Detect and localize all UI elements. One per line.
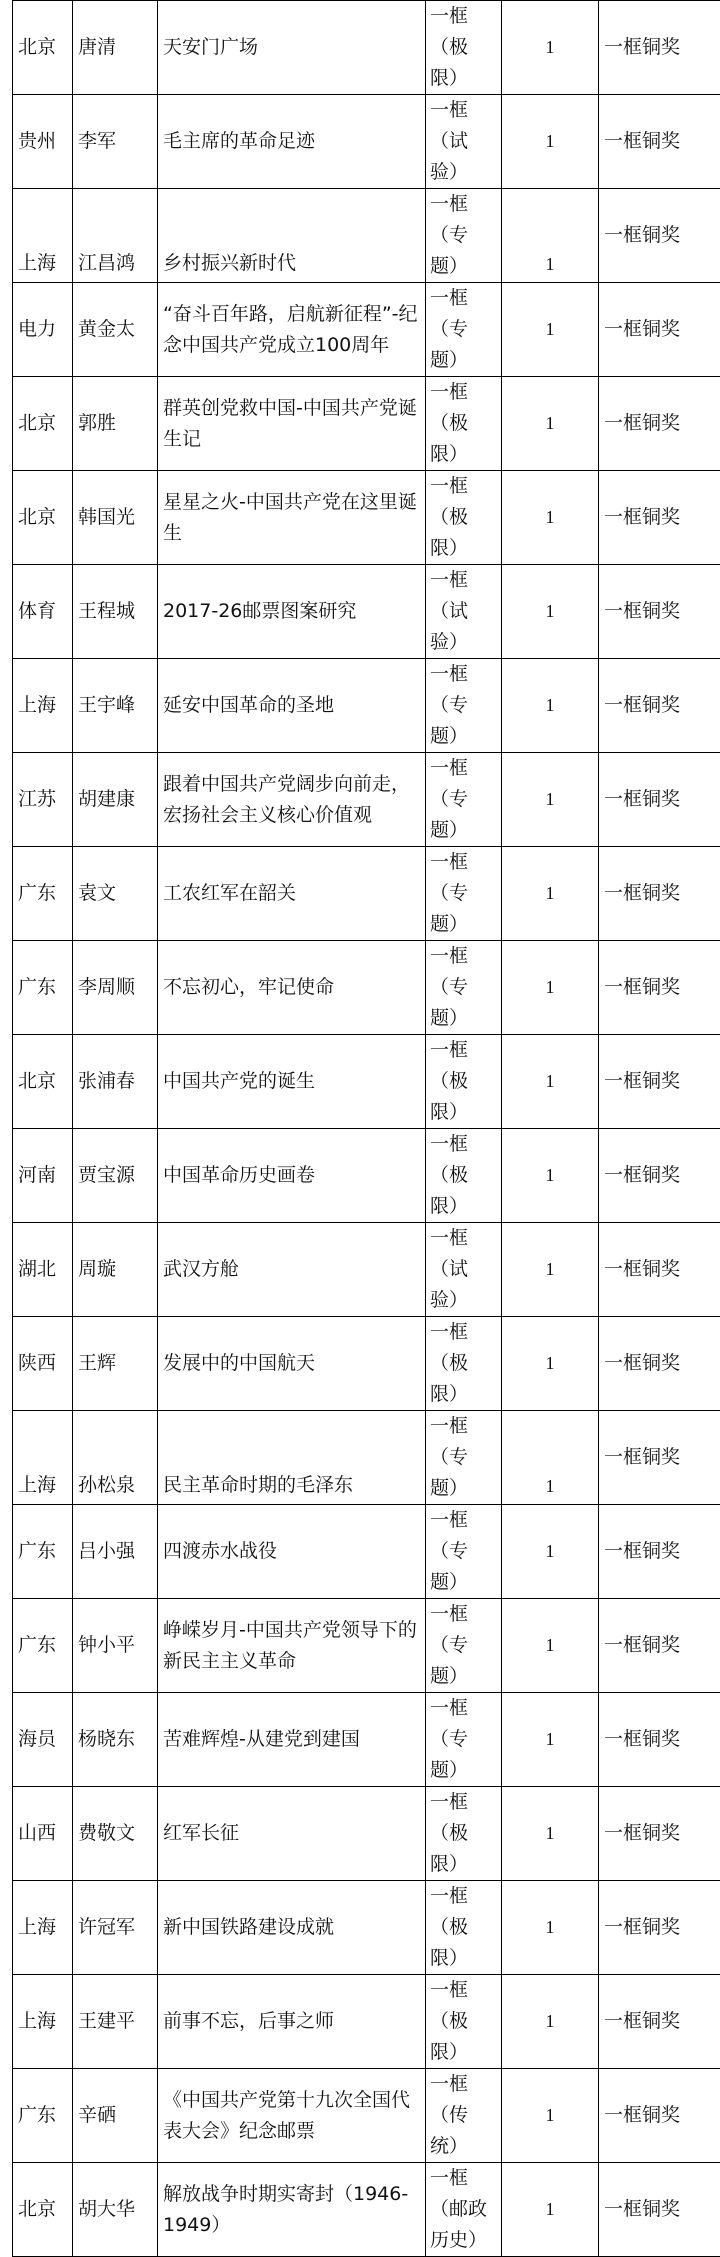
name-cell: 郭胜 xyxy=(73,377,158,471)
region-cell: 湖北 xyxy=(13,1223,73,1317)
frames-cell: 1 xyxy=(502,1599,599,1693)
name-cell: 辛硒 xyxy=(73,2069,158,2163)
region-cell: 上海 xyxy=(13,659,73,753)
title-cell: 四渡赤水战役 xyxy=(158,1505,426,1599)
award-cell: 一框铜奖 xyxy=(599,1787,720,1881)
name-cell: 张浦春 xyxy=(73,1035,158,1129)
name-cell: 周璇 xyxy=(73,1223,158,1317)
award-cell: 一框铜奖 xyxy=(599,1223,720,1317)
region-cell: 上海 xyxy=(13,189,73,283)
table-row xyxy=(13,2163,720,2257)
category-cell: 一框（试验） xyxy=(426,565,502,659)
category-cell: 一框（专题） xyxy=(426,659,502,753)
table-row xyxy=(13,283,720,377)
award-cell: 一框铜奖 xyxy=(599,1,720,95)
frames-cell: 1 xyxy=(502,2163,599,2257)
title-cell: 跟着中国共产党阔步向前走，宏扬社会主义核心价值观 xyxy=(158,753,426,847)
name-cell: 胡建康 xyxy=(73,753,158,847)
title-cell: “奋斗百年路，启航新征程”-纪念中国共产党成立100周年 xyxy=(158,283,426,377)
award-cell: 一框铜奖 xyxy=(599,95,720,189)
name-cell: 费敬文 xyxy=(73,1787,158,1881)
region-cell: 体育 xyxy=(13,565,73,659)
award-cell: 一框铜奖 xyxy=(599,1599,720,1693)
frames-cell: 1 xyxy=(502,565,599,659)
name-cell: 李周顺 xyxy=(73,941,158,1035)
frames-cell: 1 xyxy=(502,283,599,377)
table-row xyxy=(13,1129,720,1223)
frames-cell: 1 xyxy=(502,1787,599,1881)
region-cell: 河南 xyxy=(13,1129,73,1223)
category-cell: 一框（专题） xyxy=(426,1693,502,1787)
title-cell: 发展中的中国航天 xyxy=(158,1317,426,1411)
table-row xyxy=(13,1599,720,1693)
category-cell: 一框（试验） xyxy=(426,1223,502,1317)
category-cell: 一框（专题） xyxy=(426,1599,502,1693)
award-cell: 一框铜奖 xyxy=(599,659,720,753)
award-cell: 一框铜奖 xyxy=(599,1975,720,2069)
category-cell: 一框（极限） xyxy=(426,1975,502,2069)
title-cell: 红军长征 xyxy=(158,1787,426,1881)
frames-cell: 1 xyxy=(502,1035,599,1129)
frames-cell: 1 xyxy=(502,2069,599,2163)
title-cell: 星星之火-中国共产党在这里诞生 xyxy=(158,471,426,565)
name-cell: 贾宝源 xyxy=(73,1129,158,1223)
region-cell: 上海 xyxy=(13,1411,73,1505)
name-cell: 许冠军 xyxy=(73,1881,158,1975)
category-cell: 一框（传统） xyxy=(426,2069,502,2163)
award-table-body xyxy=(13,1,720,2257)
frames-cell: 1 xyxy=(502,1975,599,2069)
table-row xyxy=(13,1881,720,1975)
region-cell: 北京 xyxy=(13,1,73,95)
frames-cell: 1 xyxy=(502,753,599,847)
region-cell: 海员 xyxy=(13,1693,73,1787)
title-cell: 中国共产党的诞生 xyxy=(158,1035,426,1129)
category-cell: 一框（极限） xyxy=(426,1129,502,1223)
region-cell: 广东 xyxy=(13,1599,73,1693)
name-cell: 唐清 xyxy=(73,1,158,95)
award-cell: 一框铜奖 xyxy=(599,283,720,377)
award-cell: 一框铜奖 xyxy=(599,1881,720,1975)
award-cell: 一框铜奖 xyxy=(599,565,720,659)
category-cell: 一框（极限） xyxy=(426,1787,502,1881)
region-cell: 广东 xyxy=(13,847,73,941)
name-cell: 黄金太 xyxy=(73,283,158,377)
table-row xyxy=(13,1411,720,1505)
award-cell: 一框铜奖 xyxy=(599,377,720,471)
title-cell: 乡村振兴新时代 xyxy=(158,189,426,283)
award-cell: 一框铜奖 xyxy=(599,1035,720,1129)
title-cell: 2017-26邮票图案研究 xyxy=(158,565,426,659)
title-cell: 中国革命历史画卷 xyxy=(158,1129,426,1223)
award-cell: 一框铜奖 xyxy=(599,941,720,1035)
category-cell: 一框（专题） xyxy=(426,847,502,941)
region-cell: 上海 xyxy=(13,1881,73,1975)
frames-cell: 1 xyxy=(502,1129,599,1223)
award-cell: 一框铜奖 xyxy=(599,1505,720,1599)
table-row xyxy=(13,1223,720,1317)
title-cell: 毛主席的革命足迹 xyxy=(158,95,426,189)
region-cell: 上海 xyxy=(13,1975,73,2069)
region-cell: 北京 xyxy=(13,1035,73,1129)
category-cell: 一框（专题） xyxy=(426,1411,502,1505)
table-row xyxy=(13,1,720,95)
frames-cell: 1 xyxy=(502,1505,599,1599)
name-cell: 王宇峰 xyxy=(73,659,158,753)
award-cell: 一框铜奖 xyxy=(599,2069,720,2163)
award-cell: 一框铜奖 xyxy=(599,2163,720,2257)
title-cell: 峥嵘岁月-中国共产党领导下的新民主主义革命 xyxy=(158,1599,426,1693)
category-cell: 一框（极限） xyxy=(426,1317,502,1411)
name-cell: 王程城 xyxy=(73,565,158,659)
award-cell: 一框铜奖 xyxy=(599,753,720,847)
title-cell: 工农红军在韶关 xyxy=(158,847,426,941)
category-cell: 一框（专题） xyxy=(426,1505,502,1599)
award-cell: 一框铜奖 xyxy=(599,1411,720,1505)
table-row xyxy=(13,471,720,565)
frames-cell: 1 xyxy=(502,1881,599,1975)
table-row xyxy=(13,659,720,753)
title-cell: 武汉方舱 xyxy=(158,1223,426,1317)
table-row xyxy=(13,377,720,471)
category-cell: 一框（专题） xyxy=(426,941,502,1035)
table-row xyxy=(13,1505,720,1599)
frames-cell: 1 xyxy=(502,1411,599,1505)
title-cell: 不忘初心，牢记使命 xyxy=(158,941,426,1035)
name-cell: 胡大华 xyxy=(73,2163,158,2257)
name-cell: 吕小强 xyxy=(73,1505,158,1599)
region-cell: 电力 xyxy=(13,283,73,377)
title-cell: 群英创党救中国-中国共产党诞生记 xyxy=(158,377,426,471)
region-cell: 广东 xyxy=(13,1505,73,1599)
category-cell: 一框（邮政历史） xyxy=(426,2163,502,2257)
category-cell: 一框（极限） xyxy=(426,471,502,565)
frames-cell: 1 xyxy=(502,189,599,283)
table-row xyxy=(13,753,720,847)
table-row xyxy=(13,565,720,659)
title-cell: 民主革命时期的毛泽东 xyxy=(158,1411,426,1505)
award-table xyxy=(12,0,720,1565)
name-cell: 袁文 xyxy=(73,847,158,941)
name-cell: 韩国光 xyxy=(73,471,158,565)
table-row xyxy=(13,1317,720,1411)
frames-cell: 1 xyxy=(502,941,599,1035)
frames-cell: 1 xyxy=(502,1317,599,1411)
frames-cell: 1 xyxy=(502,377,599,471)
table-row xyxy=(13,847,720,941)
name-cell: 杨晓东 xyxy=(73,1693,158,1787)
title-cell: 《中国共产党第十九次全国代表大会》纪念邮票 xyxy=(158,2069,426,2163)
title-cell: 延安中国革命的圣地 xyxy=(158,659,426,753)
award-cell: 一框铜奖 xyxy=(599,1317,720,1411)
frames-cell: 1 xyxy=(502,1693,599,1787)
table-row xyxy=(13,941,720,1035)
title-cell: 前事不忘，后事之师 xyxy=(158,1975,426,2069)
table-row xyxy=(13,1975,720,2069)
table-row xyxy=(13,1693,720,1787)
name-cell: 江昌鸿 xyxy=(73,189,158,283)
award-cell: 一框铜奖 xyxy=(599,189,720,283)
table-row xyxy=(13,1035,720,1129)
region-cell: 广东 xyxy=(13,941,73,1035)
frames-cell: 1 xyxy=(502,847,599,941)
table-row xyxy=(13,1787,720,1881)
category-cell: 一框（专题） xyxy=(426,753,502,847)
region-cell: 北京 xyxy=(13,2163,73,2257)
frames-cell: 1 xyxy=(502,471,599,565)
region-cell: 北京 xyxy=(13,377,73,471)
table-row xyxy=(13,2069,720,2163)
table-row xyxy=(13,189,720,283)
name-cell: 钟小平 xyxy=(73,1599,158,1693)
region-cell: 山西 xyxy=(13,1787,73,1881)
title-cell: 天安门广场 xyxy=(158,1,426,95)
category-cell: 一框（专题） xyxy=(426,189,502,283)
name-cell: 王辉 xyxy=(73,1317,158,1411)
category-cell: 一框（极限） xyxy=(426,1035,502,1129)
region-cell: 北京 xyxy=(13,471,73,565)
award-cell: 一框铜奖 xyxy=(599,471,720,565)
category-cell: 一框（极限） xyxy=(426,377,502,471)
frames-cell: 1 xyxy=(502,1,599,95)
category-cell: 一框（极限） xyxy=(426,1881,502,1975)
category-cell: 一框（试验） xyxy=(426,95,502,189)
frames-cell: 1 xyxy=(502,95,599,189)
region-cell: 陕西 xyxy=(13,1317,73,1411)
region-cell: 广东 xyxy=(13,2069,73,2163)
award-cell: 一框铜奖 xyxy=(599,847,720,941)
category-cell: 一框（专题） xyxy=(426,283,502,377)
name-cell: 王建平 xyxy=(73,1975,158,2069)
award-cell: 一框铜奖 xyxy=(599,1129,720,1223)
name-cell: 孙松泉 xyxy=(73,1411,158,1505)
title-cell: 新中国铁路建设成就 xyxy=(158,1881,426,1975)
region-cell: 江苏 xyxy=(13,753,73,847)
frames-cell: 1 xyxy=(502,659,599,753)
title-cell: 解放战争时期实寄封（1946-1949） xyxy=(158,2163,426,2257)
region-cell: 贵州 xyxy=(13,95,73,189)
name-cell: 李军 xyxy=(73,95,158,189)
table-row xyxy=(13,95,720,189)
award-cell: 一框铜奖 xyxy=(599,1693,720,1787)
title-cell: 苦难辉煌-从建党到建国 xyxy=(158,1693,426,1787)
category-cell: 一框（极限） xyxy=(426,1,502,95)
frames-cell: 1 xyxy=(502,1223,599,1317)
